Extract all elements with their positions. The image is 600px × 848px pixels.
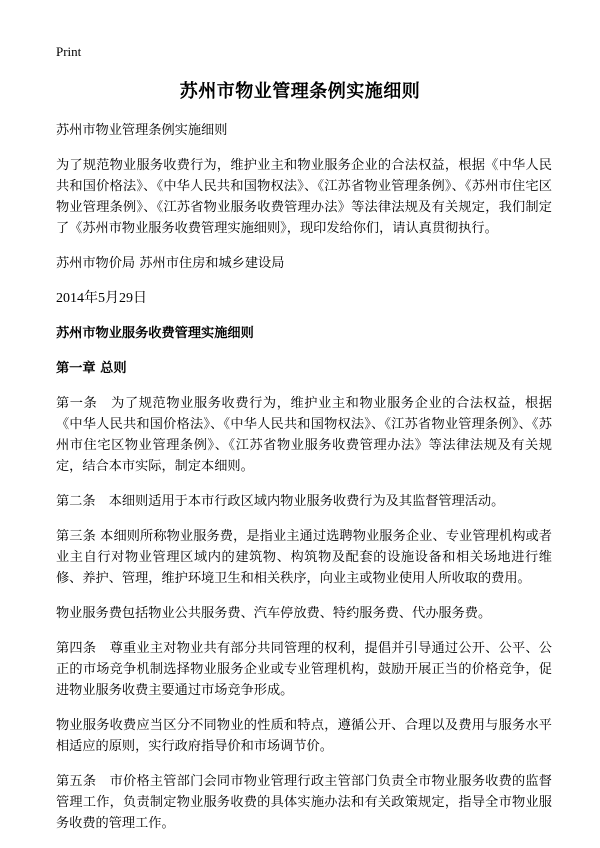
document-body xyxy=(56,120,552,848)
page-title: 苏州市物业管理条例实施细则 xyxy=(179,81,421,102)
intro-paragraph: 为了规范物业服务收费行为，维护业主和物业服务企业的合法权益，根据《中华人民共和国价格法》、《中华人民共和国物权法》、《江苏省物业管理条例》、《苏州市住宅区物业管理条例》、《江苏省物业服务收费管理办法》等法律法规及有关规定，我们制定了《苏州市物业服务收费管理实施细则》，现印发给你们，请认真贯彻执行。 xyxy=(56,158,552,236)
print-link[interactable]: Print xyxy=(56,44,82,59)
article-3-continuation: 物业服务费包括物业公共服务费、汽车停放费、特约服务费、代办服务费。 xyxy=(56,606,492,621)
issue-date: 2014年5月29日 xyxy=(56,291,147,306)
rules-title: 苏州市物业服务收费管理实施细则 xyxy=(56,326,254,341)
article-3: 第三条 本细则所称物业服务费，是指业主通过选聘物业服务企业、专业管理机构或者业主自行对物业管理区域内的建筑物、构筑物及配套的设施设备和相关场地进行维修、养护、管理，维护环境卫生和相关秩序，向业主或物业使用人所收取的费用。 xyxy=(56,529,552,586)
article-4: 第四条 尊重业主对物业共有部分共同管理的权利，提倡并引导通过公开、公平、公正的市场竞争机制选择物业服务企业或专业管理机构，鼓励开展正当的价格竞争，促进物业服务收费主要通过市场竞争形成。 xyxy=(56,641,552,698)
issuers: 苏州市物价局 苏州市住房和城乡建设局 xyxy=(56,256,285,271)
article-1: 第一条 为了规范物业服务收费行为，维护业主和物业服务企业的合法权益，根据《中华人民共和国价格法》、《中华人民共和国物权法》、《江苏省物业管理条例》、《苏州市住宅区物业管理条例》、《江苏省物业服务收费管理办法》等法律法规及有关规定，结合本市实际，制定本细则。 xyxy=(56,396,552,474)
article-4-continuation: 物业服务收费应当区分不同物业的性质和特点，遵循公开、合理以及费用与服务水平相适应的原则，实行政府指导价和市场调节价。 xyxy=(56,718,552,754)
document-subtitle: 苏州市物业管理条例实施细则 xyxy=(56,123,228,138)
article-5: 第五条 市价格主管部门会同市物业管理行政主管部门负责全市物业服务收费的监督管理工作，负责制定物业服务收费的具体实施办法和有关政策规定，指导全市物业服务收费的管理工作。 xyxy=(56,774,552,831)
chapter-title: 第一章 总则 xyxy=(56,361,127,376)
article-2: 第二条 本细则适用于本市行政区域内物业服务收费行为及其监督管理活动。 xyxy=(56,494,505,509)
